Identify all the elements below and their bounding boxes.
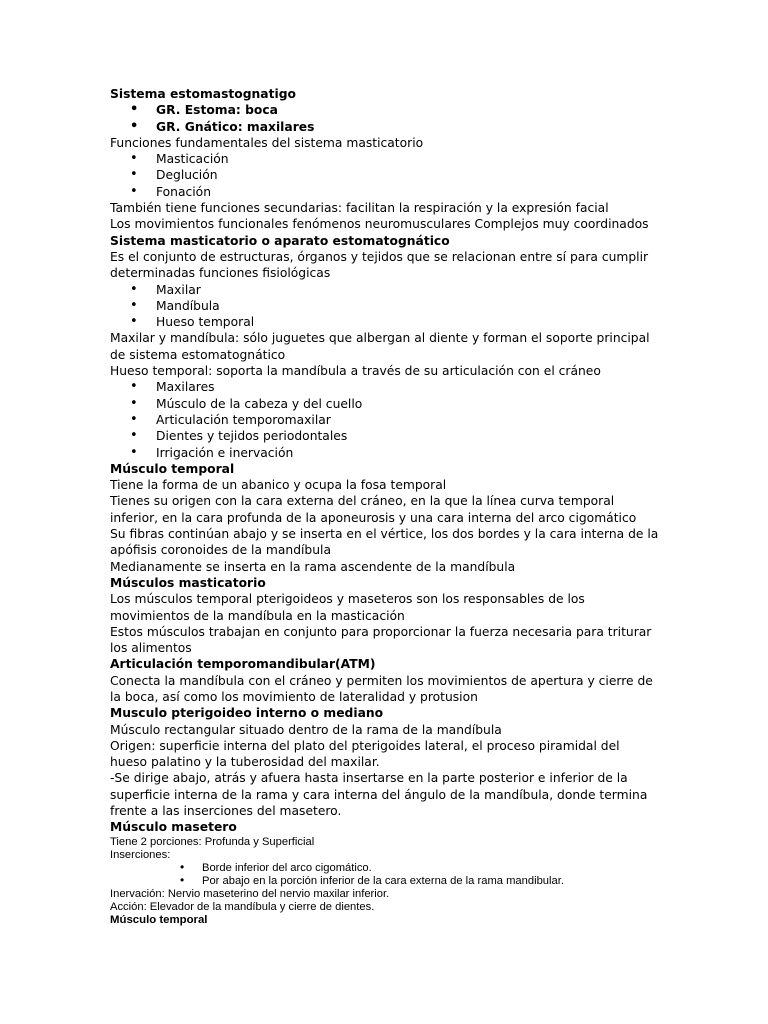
paragraph: Maxilar y mandíbula: sólo juguetes que albergan al diente y forman el soporte principal de sistema estomatognático [110,331,650,362]
paragraph: Los músculos temporal pterigoideos y maseteros son los responsables de los movimientos de la mandíbula en la masticación [110,592,585,623]
paragraph-small: Acción: Elevador de la mandíbula y cierre de dientes. [110,900,375,913]
paragraph-small: Inervación: Nervio maseterino del nervio maxilar inferior. [110,887,390,900]
list-item: • Fonación [110,184,660,200]
paragraph: Funciones fundamentales del sistema masticatorio [110,135,424,150]
heading-pterigoideo: Musculo pterigoideo interno o mediano [110,706,384,721]
heading-musculo-temporal: Músculo temporal [110,461,235,476]
paragraph: -Se dirige abajo, atrás y afuera hasta insertarse en la parte posterior e inferior de la superficie interna de la rama y cara interna del ángulo de la mandíbula, donde termina frente a las inserciones del masetero. [110,771,648,819]
paragraph: Hueso temporal: soporta la mandíbula a través de su articulación con el cráneo [110,364,601,379]
paragraph: Es el conjunto de estructuras, órganos y tejidos que se relacionan entre sí para cumplir determinadas funciones fisiológicas [110,249,649,281]
paragraph: Su fibras continúan abajo y se inserta en el vértice, los dos bordes y la cara interna de la apófisis coronoides de la mandíbula [110,527,659,558]
list-item: • Maxilares [110,379,660,395]
list-item: • Articulación temporomaxilar [110,412,660,428]
paragraph-small: Inserciones: [110,848,171,861]
list-item: • Irrigación e inervación [110,445,660,461]
list-item: • Deglución [110,167,660,183]
document-page [110,86,660,927]
heading-musculos-masticatorio: Músculos masticatorio [110,575,266,590]
paragraph: Tiene la forma de un abanico y ocupa la fosa temporal [110,478,447,493]
list-item: • Maxilar [110,282,660,298]
heading-sistema-estomastognatigo: Sistema estomastognatigo [110,87,296,101]
heading-sistema-masticatorio: Sistema masticatorio o aparato estomatognático [110,233,450,248]
list-item: • Borde inferior del arco cigomático. [110,862,660,875]
paragraph: Músculo rectangular situado dentro de la rama de la mandíbula [110,722,502,737]
list-item: • Masticación [110,151,660,167]
list-item: • Dientes y tejidos periodontales [110,428,660,444]
paragraph: Los movimientos funcionales fenómenos neuromusculares Complejos muy coordinados [110,217,649,232]
list-item: • GR. Gnático: maxilares [110,119,660,135]
list-item: • Mandíbula [110,298,660,314]
paragraph: Conecta la mandíbula con el cráneo y permiten los movimientos de apertura y cierre de la boca, así como los movimiento de lateralidad y protusion [110,673,653,704]
paragraph: Estos músculos trabajan en conjunto para proporcionar la fuerza necesaria para triturar los alimentos [110,624,652,656]
list-item: • Hueso temporal [110,314,660,330]
heading-musculo-temporal-2: Músculo temporal [110,913,208,926]
list-item: • Músculo de la cabeza y del cuello [110,396,660,412]
paragraph: Tienes su origen con la cara externa del cráneo, en la que la línea curva temporal inferior, en la cara profunda de la aponeurosis y una cara interna del arco cigomático [110,494,637,525]
paragraph: Origen: superficie interna del plato del pterigoides lateral, el proceso piramidal del hueso palatino y la tuberosidad del maxilar. [110,738,620,770]
paragraph-small: Tiene 2 porciones: Profunda y Superficial [110,835,315,848]
paragraph: Medianamente se inserta en la rama ascendente de la mandíbula [110,559,516,574]
list-item: • GR. Estoma: boca [110,102,660,118]
heading-musculo-masetero: Músculo masetero [110,820,237,835]
list-item: • Por abajo en la porción inferior de la cara externa de la rama mandibular. [110,875,660,888]
heading-atm: Articulación temporomandibular(ATM) [110,657,376,672]
paragraph: También tiene funciones secundarias: facilitan la respiración y la expresión facial [110,201,609,216]
